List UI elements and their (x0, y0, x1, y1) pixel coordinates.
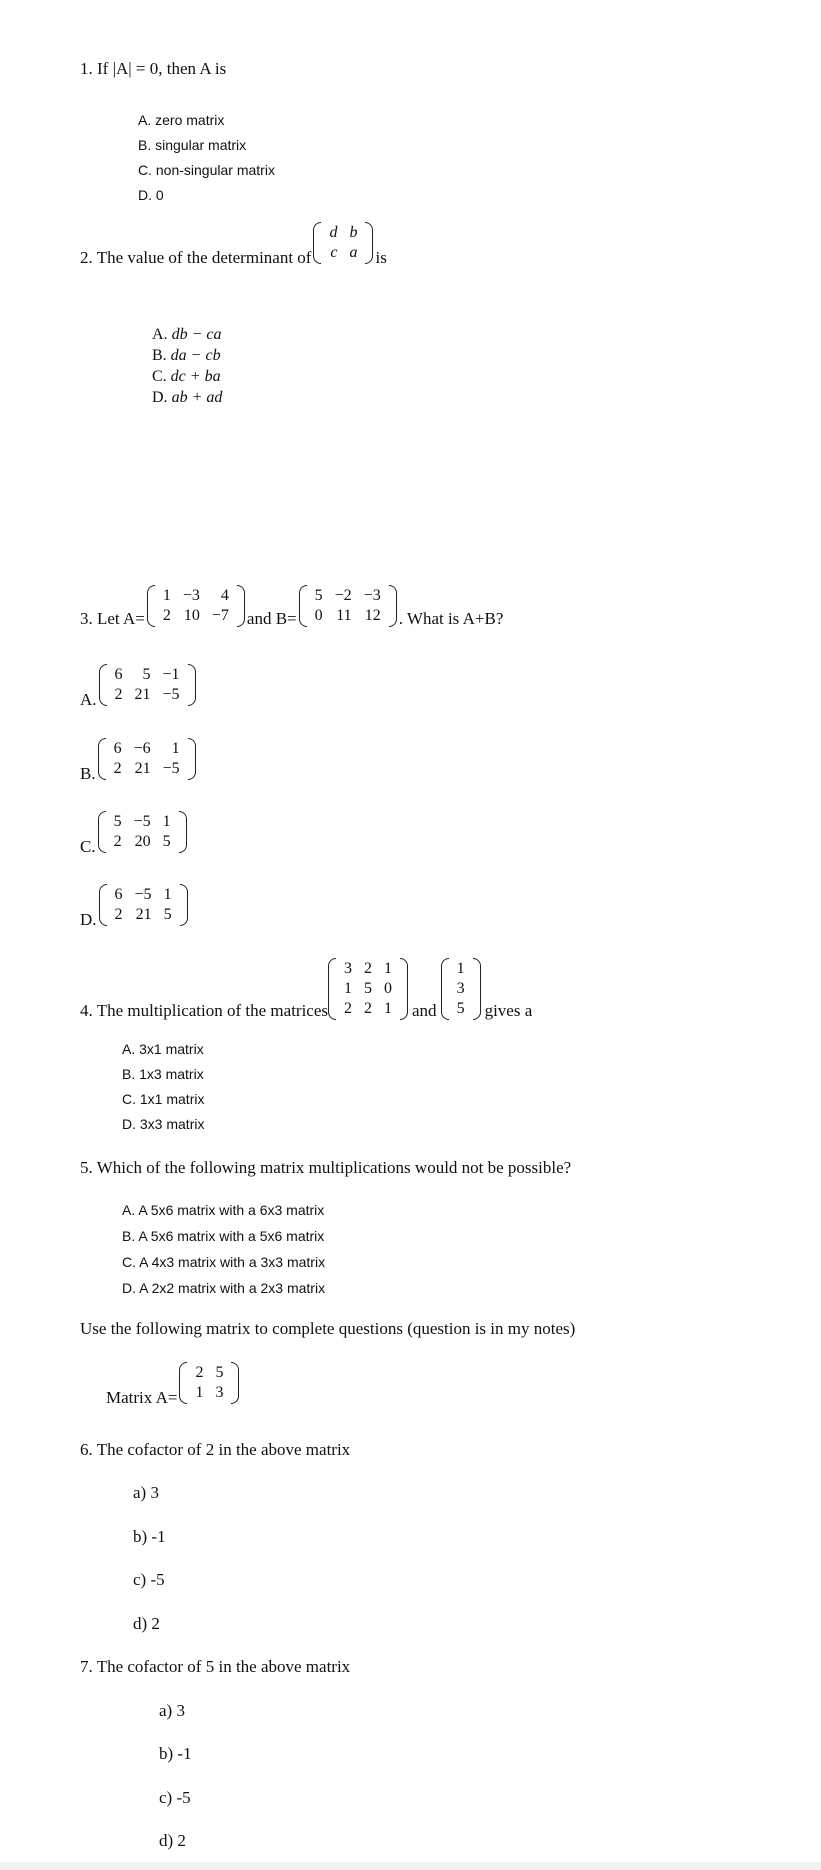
matrix-cell: −2 (334, 587, 352, 604)
q4-option-d: D. 3x3 matrix (122, 1116, 205, 1132)
q2-option-b: B. da − cb (152, 347, 221, 364)
q3-option-c: C. 5 −5 1 2 20 5 (80, 811, 187, 857)
q2-prefix: 2. The value of the determinant of (80, 248, 312, 267)
q6-option-a: a) 3 (133, 1483, 159, 1502)
matrix-cell: −1 (162, 666, 180, 683)
q4-suffix: gives a (484, 1001, 533, 1020)
matrix-table (109, 665, 186, 705)
matrix-cell: 1 (456, 960, 465, 977)
q4-option-c: C. 1x1 matrix (122, 1091, 205, 1107)
q3-option-a: A. 6 5 −1 2 21 −5 (80, 664, 196, 710)
q3-suffix: . What is A+B? (398, 609, 504, 628)
matrix-cell: 1 (195, 1384, 204, 1401)
q2-suffix: is (375, 248, 387, 267)
matrix-cell: 4 (220, 587, 229, 604)
matrix-cell: −5 (134, 886, 152, 903)
question-7: 7. The cofactor of 5 in the above matrix (80, 1657, 351, 1676)
matrix-cell: 1 (384, 1000, 393, 1017)
q1-option-a: A. zero matrix (138, 112, 225, 128)
q1-option-c: C. non-singular matrix (138, 162, 275, 178)
matrix-cell: 6 (114, 666, 123, 683)
matrix-table (189, 1363, 229, 1403)
matrix-table (108, 739, 186, 779)
q4-prefix: 4. The multiplication of the matrices (80, 1001, 329, 1020)
matrix-cell: 5 (113, 813, 122, 830)
q3-matrix-a (147, 585, 245, 627)
q3-matrix-b (299, 585, 397, 627)
matrix-cell: −5 (162, 686, 180, 703)
matrix-cell: 6 (113, 740, 122, 757)
q6-option-d: d) 2 (133, 1614, 160, 1633)
matrix-cell: 0 (314, 607, 323, 624)
matrix-cell: 5 (142, 666, 151, 683)
matrix-cell: c (330, 244, 338, 261)
matrix-cell: −7 (211, 607, 229, 624)
q4-matrix-2 (441, 958, 481, 1020)
matrix-cell: −5 (162, 760, 180, 777)
question-4 (80, 958, 532, 1021)
matrix-cell: 2 (195, 1364, 204, 1381)
matrix-cell: 5 (163, 906, 172, 923)
question-5: 5. Which of the following matrix multiplications would not be possible? (80, 1158, 572, 1177)
question-6: 6. The cofactor of 2 in the above matrix (80, 1440, 351, 1459)
matrix-cell: 2 (364, 960, 373, 977)
q1-option-d: D. 0 (138, 187, 164, 203)
matrix-cell: −3 (182, 587, 200, 604)
matrix-cell: 1 (171, 740, 180, 757)
q7-option-d: d) 2 (159, 1831, 186, 1850)
intro-text: Use the following matrix to complete questions (question is in my notes) (80, 1319, 576, 1338)
matrix-cell: 2 (344, 1000, 353, 1017)
matrix-cell: 21 (135, 906, 152, 923)
matrix-table (451, 959, 471, 1019)
q4-and: and (412, 1001, 437, 1020)
q2-option-c: C. dc + ba (152, 368, 221, 385)
matrix-table (309, 586, 387, 626)
matrix-cell: 2 (113, 760, 122, 777)
matrix-cell: 21 (134, 760, 151, 777)
matrix-table (108, 812, 177, 852)
matrix-cell: −5 (133, 813, 151, 830)
matrix-cell: 5 (314, 587, 323, 604)
q4-option-a: A. 3x1 matrix (122, 1041, 204, 1057)
matrix-cell: 1 (344, 980, 353, 997)
matrix-cell: d (329, 224, 338, 241)
q1-option-b: B. singular matrix (138, 137, 247, 153)
matrix-cell: 0 (384, 980, 393, 997)
matrix-cell: 10 (183, 607, 200, 624)
matrix-cell: 12 (364, 607, 381, 624)
matrix-cell: 2 (114, 906, 123, 923)
q4-matrix-1 (328, 958, 408, 1020)
matrix-cell: 11 (336, 607, 352, 624)
matrix-cell: 21 (134, 686, 151, 703)
q7-option-b: b) -1 (159, 1744, 192, 1763)
matrix-cell: 6 (114, 886, 123, 903)
matrix-table (109, 885, 178, 925)
matrix-cell: −6 (133, 740, 151, 757)
q5-option-c: C. A 4x3 matrix with a 3x3 matrix (122, 1254, 326, 1270)
matrix-cell: 2 (364, 1000, 373, 1017)
q6-option-b: b) -1 (133, 1527, 166, 1546)
matrix-cell: 5 (162, 833, 171, 850)
document-page (0, 40, 821, 1862)
matrix-cell: 5 (456, 1000, 465, 1017)
matrix-cell: −3 (363, 587, 381, 604)
matrix-cell: 1 (163, 886, 172, 903)
matrix-cell: 1 (384, 960, 393, 977)
matrix-cell: 3 (344, 960, 353, 977)
intro-matrix (179, 1362, 239, 1404)
matrix-cell: 2 (162, 607, 171, 624)
q5-option-b: B. A 5x6 matrix with a 5x6 matrix (122, 1228, 325, 1244)
intro-label: Matrix A= (106, 1388, 178, 1407)
q6-option-c: c) -5 (133, 1570, 165, 1589)
matrix-cell: 2 (114, 686, 123, 703)
q5-option-a: A. A 5x6 matrix with a 6x3 matrix (122, 1202, 325, 1218)
q4-option-b: B. 1x3 matrix (122, 1066, 204, 1082)
q7-option-c: c) -5 (159, 1788, 191, 1807)
q2-option-d: D. ab + ad (152, 389, 223, 406)
matrix-cell: b (349, 224, 358, 241)
matrix-table (157, 586, 235, 626)
q3-option-b: B. 6 −6 1 2 21 −5 (80, 738, 196, 784)
q3-prefix: 3. Let A= (80, 609, 145, 628)
q2-option-a: A. db − ca (152, 326, 222, 343)
q7-option-a: a) 3 (159, 1701, 185, 1720)
matrix-table (338, 959, 398, 1019)
q3-option-d: D. 6 −5 1 2 21 5 (80, 884, 188, 930)
intro-matrix-line (106, 1362, 239, 1408)
question-1: 1. If |A| = 0, then A is (80, 59, 227, 78)
matrix-cell: 5 (364, 980, 373, 997)
matrix-table (323, 223, 363, 263)
matrix-cell: 2 (113, 833, 122, 850)
matrix-cell: 1 (162, 813, 171, 830)
q5-option-d: D. A 2x2 matrix with a 2x3 matrix (122, 1280, 326, 1296)
matrix-cell: 3 (215, 1384, 224, 1401)
matrix-cell: a (349, 244, 358, 261)
q2-matrix (313, 222, 373, 264)
q3-and: and B= (246, 609, 297, 628)
matrix-cell: 20 (134, 833, 151, 850)
matrix-cell: 1 (162, 587, 171, 604)
question-3 (80, 585, 503, 629)
matrix-cell: 3 (456, 980, 465, 997)
question-2 (80, 222, 387, 268)
top-bar (0, 0, 821, 40)
matrix-cell: 5 (215, 1364, 224, 1381)
